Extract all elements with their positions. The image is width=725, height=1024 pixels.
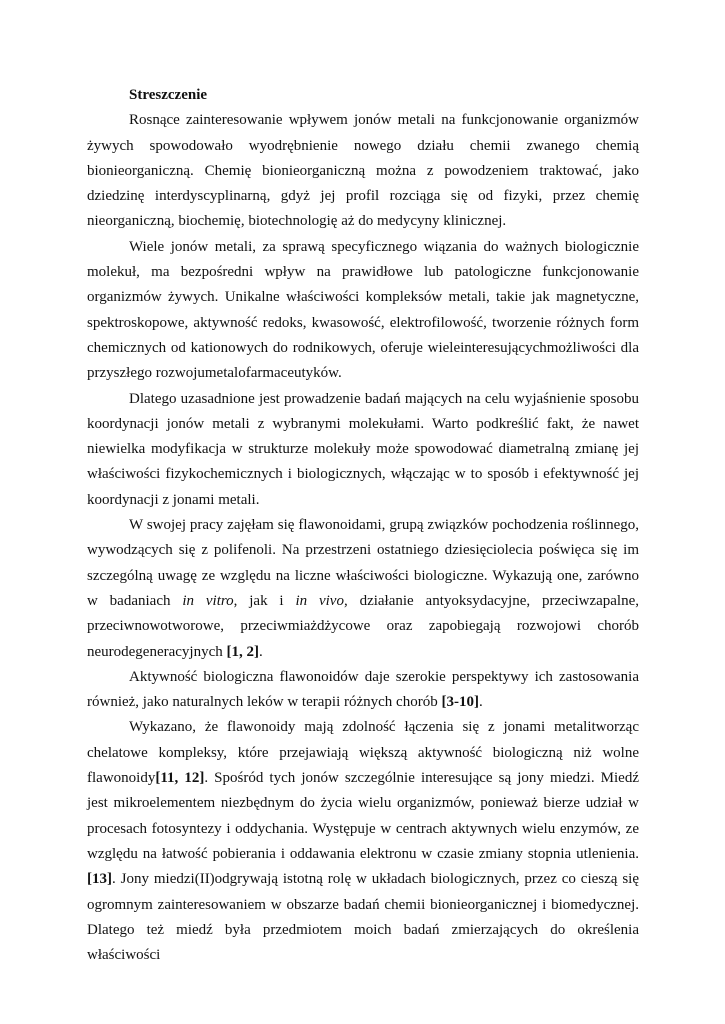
paragraph-4 — [87, 513, 639, 665]
paragraph-4-text-b: , jak i — [233, 592, 296, 609]
citation-ref: [1, 2] — [226, 643, 260, 660]
paragraph-4-text-a: W swojej pracy zajęłam się flawonoidami, grupą związków pochodzenia roślinnego, wywodzących się z polifenoli. Na przestrzeni ostatniego dziesięciolecia poświęca się im szczególną uwagę ze względu na liczne właściwości biologiczne. Wykazują one, zarówno w badaniach — [87, 517, 639, 609]
paragraph-1-text: Rosnące zainteresowanie wpływem jonów metali na funkcjonowanie organizmów żywych spowodowało wyodrębnienie nowego działu chemii zwanego chemią bionieorganiczną. Chemię bionieorganiczną można z powodzeniem traktować, jako dziedzinę interdyscyplinarną, gdyż jej profil rozciąga się od fizyki, przez chemię nieorganiczną, biochemię, biotechnologię aż do medycyny klinicznej. — [87, 112, 639, 230]
paragraph-5 — [87, 665, 639, 716]
paragraph-4-text-d: . — [259, 643, 263, 660]
paragraph-3 — [87, 387, 639, 513]
citation-ref: [11, 12] — [155, 770, 205, 787]
paragraph-5-text-a: Aktywność biologiczna flawonoidów daje szerokie perspektywy ich zastosowania również, jako naturalnych leków w terapii różnych chorób — [87, 668, 639, 711]
paragraph-6-text-c: . Jony miedzi(II)odgrywają istotną rolę w układach biologicznych, przez co cieszą się ogromnym zainteresowaniem w obszarze badań chemii bionieorganicznej i biomedycznej. Dlatego też miedź była przedmiotem moich badań zmierzających do określenia właściwości — [87, 871, 639, 964]
citation-ref: [13] — [87, 871, 112, 888]
paragraph-2 — [87, 235, 639, 387]
paragraph-5-text-b: . — [478, 694, 483, 711]
section-heading: Streszczenie — [129, 87, 208, 103]
document-page — [87, 83, 639, 968]
paragraph-1 — [87, 108, 639, 234]
paragraph-6-text-a: Wykazano, że flawonoidy mają zdolność łączenia się z jonami metalitworząc chelatowe kompleksy, które przejawiają większą aktywność biologiczną niż wolne flawonoidy — [87, 719, 639, 787]
citation-ref: [3-10] — [441, 694, 479, 711]
paragraph-3-text: Dlatego uzasadnione jest prowadzenie badań mających na celu wyjaśnienie sposobu koordynacji jonów metali z wybranymi molekułami. Warto podkreślić fakt, że nawet niewielka modyfikacja w strukturze molekuły może spowodować diametralną zmianę jej właściwości fizykochemicznych i biologicznych, włączając w to sposób i efektywność jej koordynacji z jonami metali. — [87, 390, 639, 508]
in-vivo-term: in vivo — [295, 592, 344, 609]
in-vitro-term: in vitro — [182, 592, 234, 609]
paragraph-4-text-c: , działanie antyoksydacyjne, przeciwzapalne, przeciwnowotworowe, przeciwmiażdżycowe oraz zapobiegają rozwojowi chorób neurodegeneracyjnych — [87, 592, 639, 660]
paragraph-6-text-b: . Spośród tych jonów szczególnie interesujące są jony miedzi. Miedź jest mikroelementem niezbędnym do życia wielu organizmów, ponieważ bierze udział w procesach fotosyntezy i oddychania. Występuje w centrach aktywnych wielu enzymów, ze względu na łatwość pobierania i oddawania elektronu w czasie zmiany stopnia utlenienia. — [87, 770, 639, 862]
paragraph-2-text: Wiele jonów metali, za sprawą specyficznego wiązania do ważnych biologicznie molekuł, ma bezpośredni wpływ na prawidłowe lub patologiczne funkcjonowanie organizmów żywych. Unikalne właściwości kompleksów metali, takie jak magnetyczne, spektroskopowe, aktywność redoks, kwasowość, elektrofilowość, tworzenie różnych form chemicznych od kationowych do rodnikowych, oferuje wieleinteresującychmożliwości dla przyszłego rozwojumetalofarmaceutyków. — [87, 238, 639, 382]
paragraph-6 — [87, 715, 639, 968]
